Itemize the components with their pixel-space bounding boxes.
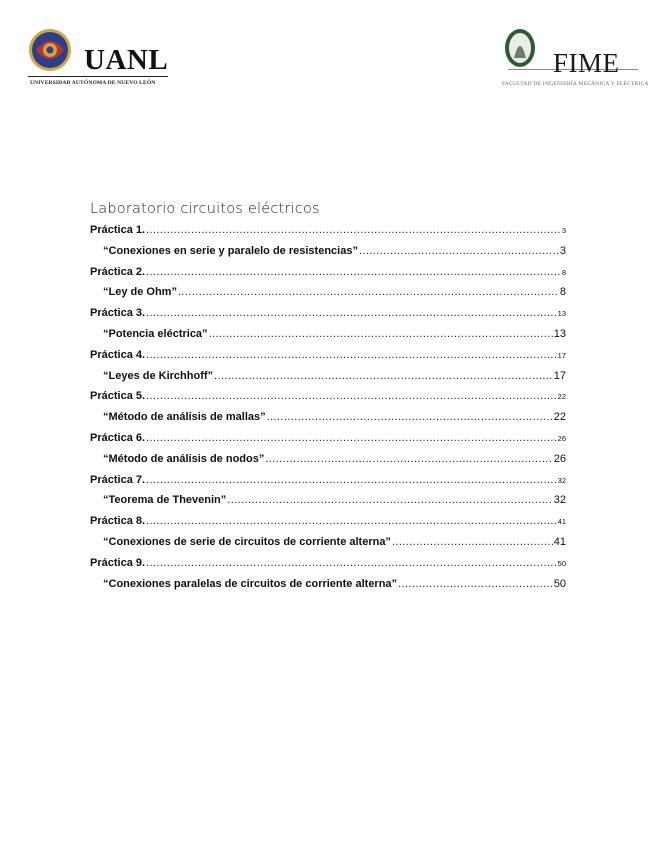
toc-leader-dots bbox=[398, 578, 553, 590]
toc-leader-dots bbox=[146, 349, 557, 361]
toc-entry-practica-2[interactable] bbox=[90, 266, 566, 287]
toc-leader-dots bbox=[146, 390, 557, 402]
toc-entry-teorema-thevenin[interactable] bbox=[90, 494, 566, 515]
toc-heading: Laboratorio circuitos eléctricos bbox=[90, 201, 320, 217]
fime-subtitle: FACULTAD DE INGENIERÍA MECÁNICA Y ELÉCTRICA bbox=[502, 81, 649, 87]
toc-entry-title: Práctica 8. bbox=[90, 515, 146, 528]
toc-page-number: 22 bbox=[553, 411, 566, 424]
toc-entry-title: Práctica 5. bbox=[90, 390, 146, 403]
toc-entry-title: Práctica 9. bbox=[90, 556, 146, 569]
toc-entry-practica-5[interactable] bbox=[90, 390, 566, 411]
toc-leader-dots bbox=[146, 557, 557, 569]
toc-entry-practica-8[interactable] bbox=[90, 515, 566, 536]
toc-page-number: 50 bbox=[553, 577, 566, 590]
toc-entry-title: Práctica 6. bbox=[90, 431, 146, 444]
toc-entry-leyes-de-kirchhoff[interactable] bbox=[90, 370, 566, 391]
toc-page-number: 3 bbox=[561, 226, 566, 235]
toc-entry-title: Práctica 3. bbox=[90, 307, 146, 320]
toc-entry-metodo-nodos[interactable] bbox=[90, 453, 566, 474]
table-of-contents bbox=[90, 199, 566, 598]
toc-leader-dots bbox=[214, 370, 553, 382]
toc-entry-ley-de-ohm[interactable] bbox=[90, 286, 566, 307]
toc-leader-dots bbox=[209, 328, 553, 340]
toc-entry-metodo-mallas[interactable] bbox=[90, 411, 566, 432]
toc-leader-dots bbox=[359, 245, 559, 257]
toc-page-number: 26 bbox=[557, 433, 566, 443]
toc-entry-conexiones-serie-paralelo[interactable] bbox=[90, 245, 566, 266]
toc-entry-title: “Método de análisis de nodos” bbox=[103, 452, 265, 465]
toc-entry-title: Práctica 4. bbox=[90, 348, 146, 361]
toc-page-number: 26 bbox=[553, 452, 566, 465]
toc-entry-practica-3[interactable] bbox=[90, 307, 566, 328]
toc-leader-dots bbox=[267, 411, 553, 423]
toc-entry-potencia-electrica[interactable] bbox=[90, 328, 566, 349]
toc-entry-title: “Conexiones paralelas de circuitos de corriente alterna” bbox=[103, 577, 398, 590]
toc-leader-dots bbox=[146, 432, 557, 444]
toc-entry-practica-4[interactable] bbox=[90, 349, 566, 370]
toc-entry-title: “Ley de Ohm” bbox=[103, 286, 177, 299]
uanl-subtitle: UNIVERSIDAD AUTÓNOMA DE NUEVO LEÓN bbox=[30, 80, 156, 86]
toc-entry-practica-9[interactable] bbox=[90, 557, 566, 578]
toc-page-number: 17 bbox=[553, 369, 566, 382]
toc-entry-practica-7[interactable] bbox=[90, 474, 566, 495]
toc-page-number: 8 bbox=[559, 286, 566, 299]
toc-page-number: 32 bbox=[553, 494, 566, 507]
toc-page-number: 3 bbox=[559, 244, 566, 257]
toc-page-number: 32 bbox=[557, 475, 566, 485]
toc-entry-practica-6[interactable] bbox=[90, 432, 566, 453]
fime-wordmark: FIME bbox=[553, 48, 620, 78]
toc-leader-dots bbox=[178, 286, 559, 298]
toc-leader-dots bbox=[146, 266, 561, 278]
toc-entry-title: Práctica 1. bbox=[90, 224, 146, 236]
toc-page-number: 8 bbox=[561, 267, 566, 277]
toc-entry-title: “Leyes de Kirchhoff” bbox=[103, 369, 214, 382]
toc-leader-dots bbox=[146, 515, 557, 527]
toc-entry-title: “Conexiones de serie de circuitos de corriente alterna” bbox=[103, 535, 391, 548]
toc-page-number: 13 bbox=[557, 309, 566, 319]
uanl-wordmark: UANL bbox=[84, 44, 169, 76]
toc-entry-title: “Método de análisis de mallas” bbox=[103, 411, 266, 424]
toc-leader-dots bbox=[146, 474, 557, 486]
toc-entry-paralelas-corriente-alterna[interactable] bbox=[90, 578, 566, 599]
toc-entry-title: “Potencia eléctrica” bbox=[103, 327, 208, 340]
toc-page-number: 13 bbox=[553, 327, 566, 340]
toc-page-number: 50 bbox=[557, 558, 566, 568]
toc-list bbox=[90, 224, 566, 598]
toc-entry-title: Práctica 2. bbox=[90, 265, 146, 278]
toc-page-number: 41 bbox=[553, 535, 566, 548]
toc-leader-dots bbox=[146, 307, 557, 319]
toc-entry-title: “Conexiones en serie y paralelo de resistencias” bbox=[103, 244, 358, 257]
toc-page-number: 41 bbox=[557, 517, 566, 527]
toc-leader-dots bbox=[227, 494, 552, 506]
toc-leader-dots bbox=[265, 453, 552, 465]
toc-entry-title: Práctica 7. bbox=[90, 473, 146, 486]
toc-entry-title: “Teorema de Thevenin” bbox=[103, 494, 227, 507]
toc-leader-dots bbox=[392, 536, 553, 548]
toc-page-number: 17 bbox=[557, 350, 566, 360]
toc-entry-serie-corriente-alterna[interactable] bbox=[90, 536, 566, 557]
toc-entry-practica-1[interactable] bbox=[90, 224, 566, 245]
toc-page-number: 22 bbox=[557, 392, 566, 402]
toc-leader-dots bbox=[146, 224, 561, 236]
